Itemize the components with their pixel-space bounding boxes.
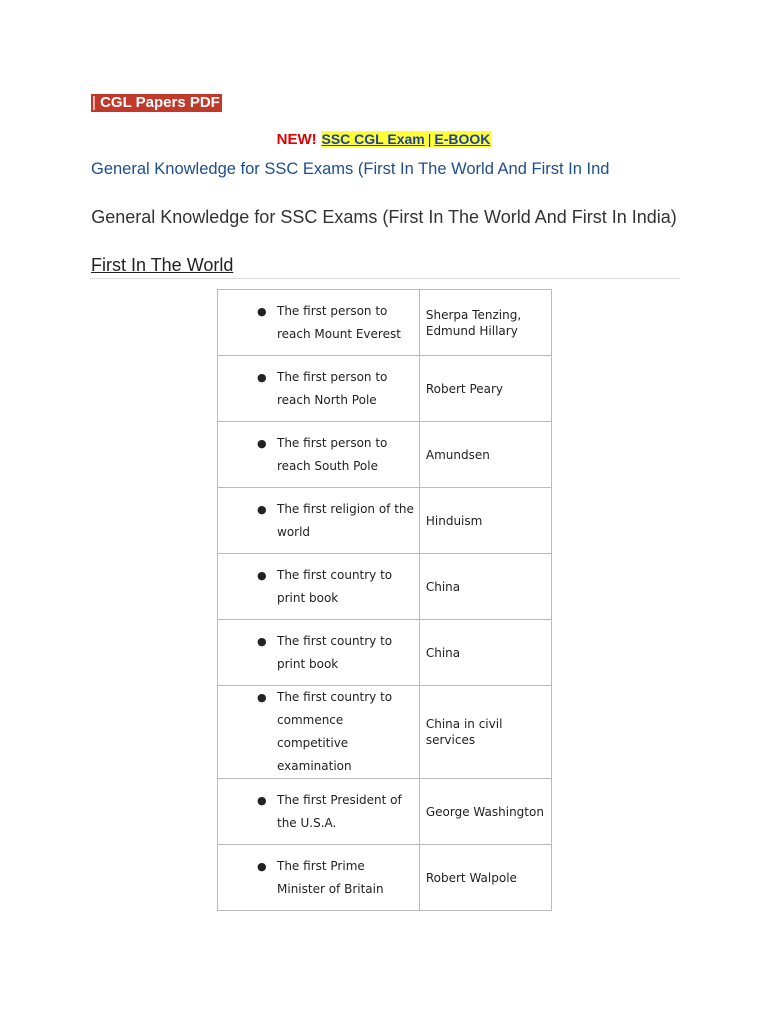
table-row	[218, 779, 552, 845]
promo-separator: |	[427, 131, 432, 147]
answer-cell: China	[419, 554, 551, 620]
question-text: The first country to print book	[277, 567, 393, 605]
question-text: The first person to reach South Pole	[277, 435, 388, 473]
question-cell	[218, 422, 420, 488]
question-cell	[218, 488, 420, 554]
question-text: The first Prime Minister of Britain	[277, 858, 384, 896]
table-row	[218, 488, 552, 554]
bullet-icon: ●	[257, 436, 267, 450]
section-heading-first-in-world: First In The World	[91, 255, 234, 275]
bullet-icon: ●	[257, 634, 267, 648]
table-row	[218, 620, 552, 686]
banner-label: CGL Papers PDF	[100, 94, 220, 111]
question-cell	[218, 845, 420, 911]
answer-cell: Amundsen	[419, 422, 551, 488]
table-row	[218, 290, 552, 356]
bullet-icon: ●	[257, 568, 267, 582]
table-row	[218, 422, 552, 488]
banner-separator: |	[92, 94, 96, 111]
cgl-papers-banner-link[interactable]	[91, 94, 222, 112]
table-row	[218, 686, 552, 779]
question-text: The first President of the U.S.A.	[277, 792, 402, 830]
table-row	[218, 554, 552, 620]
question-text: The first person to reach North Pole	[277, 369, 388, 407]
question-cell	[218, 686, 420, 779]
answer-cell: Robert Walpole	[419, 845, 551, 911]
answer-cell: China	[419, 620, 551, 686]
question-text: The first country to print book	[277, 633, 393, 671]
question-cell	[218, 779, 420, 845]
table-row	[218, 356, 552, 422]
page-title: General Knowledge for SSC Exams (First In The World And First In India)	[91, 207, 677, 227]
question-text: The first religion of the world	[277, 501, 414, 539]
question-cell	[218, 356, 420, 422]
new-label: NEW!	[276, 131, 317, 148]
answer-cell: Hinduism	[419, 488, 551, 554]
first-in-world-table	[217, 289, 552, 911]
answer-cell: Robert Peary	[419, 356, 551, 422]
question-cell	[218, 554, 420, 620]
question-cell	[218, 620, 420, 686]
bullet-icon: ●	[257, 502, 267, 516]
bullet-icon: ●	[257, 370, 267, 384]
bullet-icon: ●	[257, 691, 267, 704]
answer-cell: George Washington	[419, 779, 551, 845]
question-cell	[218, 290, 420, 356]
ebook-link[interactable]: E-BOOK	[434, 131, 491, 147]
answer-cell: Sherpa Tenzing, Edmund Hillary	[419, 290, 551, 356]
page-subtitle: General Knowledge for SSC Exams (First In The World And First In Ind	[91, 160, 610, 178]
question-text: The first country to commence competitive examination	[277, 690, 393, 773]
table-row	[218, 845, 552, 911]
question-text: The first person to reach Mount Everest	[277, 303, 401, 341]
promo-line	[0, 129, 768, 150]
answer-cell: China in civil services	[419, 686, 551, 779]
bullet-icon: ●	[257, 793, 267, 807]
section-divider	[90, 278, 680, 279]
ssc-cgl-exam-link[interactable]: SSC CGL Exam	[321, 131, 425, 147]
bullet-icon: ●	[257, 859, 267, 873]
bullet-icon: ●	[257, 304, 267, 318]
